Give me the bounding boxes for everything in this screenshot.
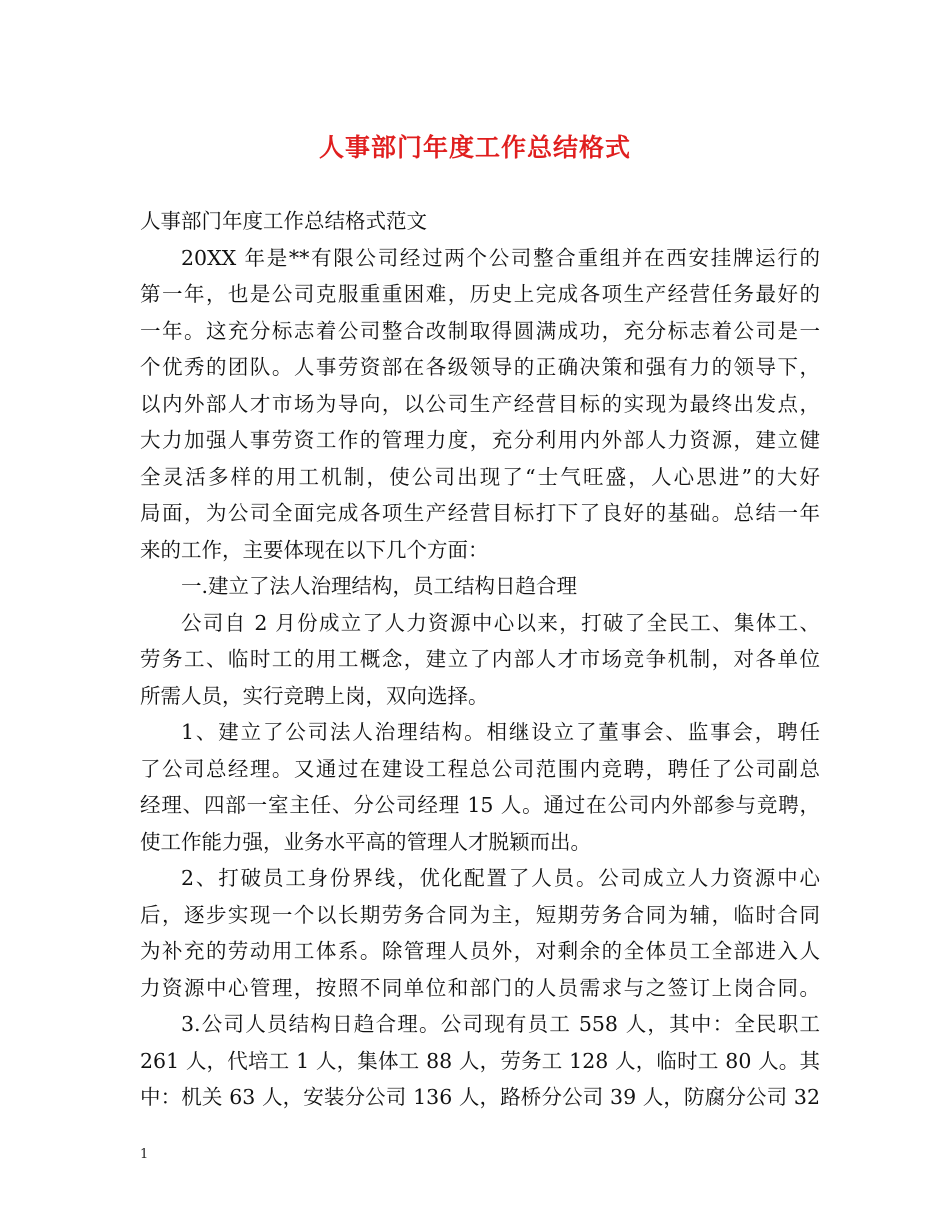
paragraph-line: 20XX 年是**有限公司经过两个公司整合重组并在西安挂牌运行的 bbox=[181, 245, 820, 270]
paragraph-line: 大力加强人事劳资工作的管理力度，充分利用内外部人力资源，建立健 bbox=[140, 428, 820, 452]
paragraph-line: 全灵活多样的用工机制，使公司出现了“士气旺盛，人心思进”的大好 bbox=[140, 464, 820, 489]
paragraph-line: 力资源中心管理，按照不同单位和部门的人员需求与之签订上岗合同。 bbox=[140, 975, 820, 1000]
paragraph-line: 所需人员，实行竞聘上岗，双向选择。 bbox=[140, 683, 489, 708]
document-body bbox=[140, 203, 820, 1116]
paragraph-line: 公司自 2 月份成立了人力资源中心以来，打破了全民工、集体工、 bbox=[181, 610, 820, 635]
paragraph-line: 中：机关 63 人，安装分公司 136 人，路桥分公司 39 人，防腐分公司 32 bbox=[140, 1085, 820, 1109]
paragraph-line: 劳务工、临时工的用工概念，建立了内部人才市场竞争机制，对各单位 bbox=[140, 647, 820, 671]
paragraph-line: 使工作能力强，业务水平高的管理人才脱颖而出。 bbox=[140, 829, 591, 854]
paragraph-line: 局面，为公司全面完成各项生产经营目标打下了良好的基础。总结一年 bbox=[140, 501, 820, 525]
paragraph-line: 为补充的劳动用工体系。除管理人员外，对剩余的全体员工全部进入人 bbox=[140, 939, 820, 963]
paragraph-line: 以内外部人才市场为导向，以公司生产经营目标的实现为最终出发点， bbox=[140, 391, 820, 416]
paragraph-line: 2、打破员工身份界线，优化配置了人员。公司成立人力资源中心 bbox=[181, 866, 820, 890]
paragraph-line: 经理、四部一室主任、分公司经理 15 人。通过在公司内外部参与竞聘， bbox=[140, 793, 820, 817]
paragraph-line: 了公司总经理。又通过在建设工程总公司范围内竞聘，聘任了公司副总 bbox=[140, 756, 820, 781]
paragraph-line: 3.公司人员结构日趋合理。公司现有员工 558 人，其中：全民职工 bbox=[181, 1012, 820, 1036]
subtitle-line: 人事部门年度工作总结格式范文 bbox=[140, 209, 427, 233]
paragraph-line: 后，逐步实现一个以长期劳务合同为主，短期劳务合同为辅，临时合同 bbox=[140, 902, 820, 927]
document-title: 人事部门年度工作总结格式 bbox=[318, 133, 631, 162]
page-number: 1 bbox=[140, 1147, 149, 1162]
paragraph-line: 261 人，代培工 1 人，集体工 88 人，劳务工 128 人，临时工 80 人。其 bbox=[140, 1048, 820, 1073]
paragraph-line: 来的工作，主要体现在以下几个方面： bbox=[140, 537, 489, 562]
paragraph-line: 第一年，也是公司克服重重困难，历史上完成各项生产经营任务最好的 bbox=[140, 282, 820, 306]
paragraph-line: 一年。这充分标志着公司整合改制取得圆满成功，充分标志着公司是一 bbox=[140, 318, 820, 343]
section-heading: 一.建立了法人治理结构，员工结构日趋合理 bbox=[181, 574, 578, 598]
paragraph-line: 1、建立了公司法人治理结构。相继设立了董事会、监事会，聘任 bbox=[181, 720, 820, 744]
paragraph-line: 个优秀的团队。人事劳资部在各级领导的正确决策和强有力的领导下， bbox=[140, 355, 820, 379]
